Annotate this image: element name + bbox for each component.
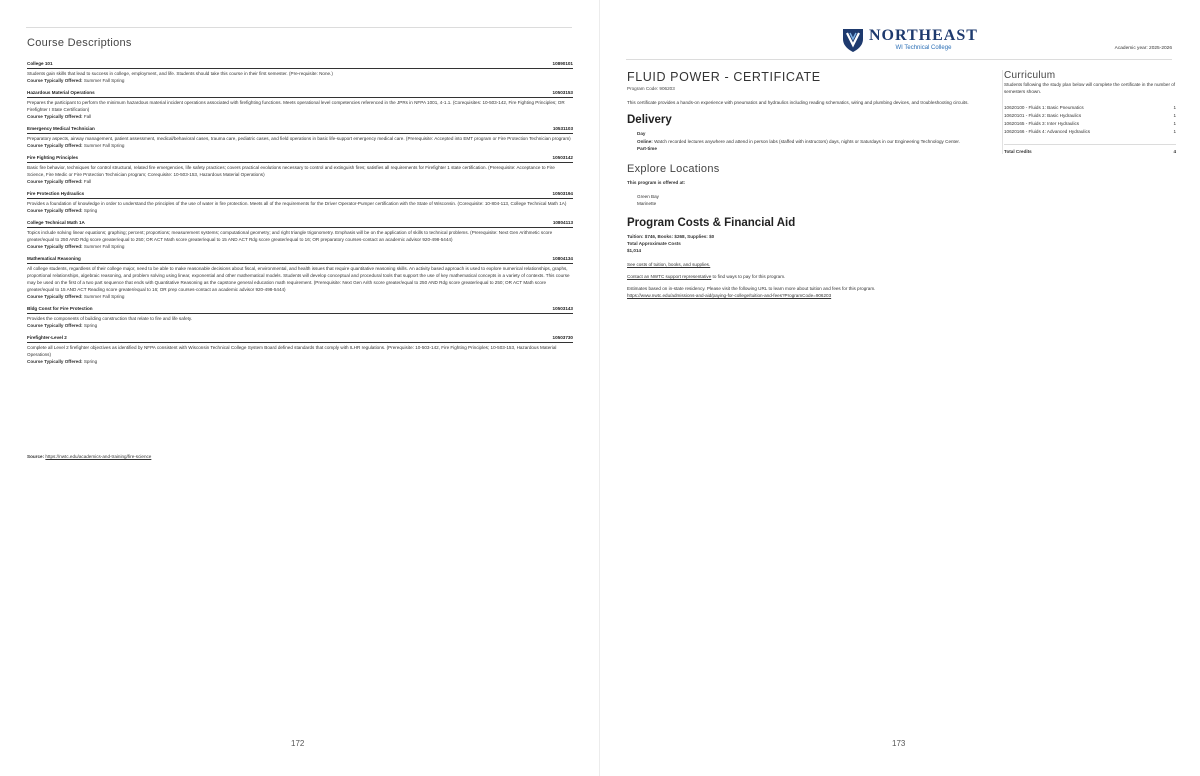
delivery-online-text: Watch recorded lectures anywhere and attend in person labs (staffed with instructors) days, nights or Saturdays in our Engineering Technology Center. [654, 138, 960, 144]
program-code: Program Code: 906203 [627, 86, 675, 91]
course-offered-value: Summer Fall Spring [83, 243, 125, 249]
course-entry [27, 155, 573, 185]
source-link[interactable]: https://nwtc.edu/academics-and-training/fire-science [45, 454, 152, 459]
curriculum-course: 10620166 - Fluids 4: Advanced Hydraulics [1004, 129, 1091, 134]
course-entry [27, 256, 573, 300]
curriculum-course: 10620100 - Fluids 1: Basic Pneumatics [1004, 105, 1084, 110]
course-description: Provides the components of building construction that relate to fire and life safety. [27, 315, 193, 321]
course-list [27, 61, 573, 371]
page-number: 172 [291, 739, 305, 748]
curriculum-row [1004, 128, 1176, 136]
costs-heading: Program Costs & Financial Aid [627, 216, 796, 229]
location-item: Marinette [637, 201, 657, 206]
course-header [27, 155, 573, 163]
delivery-heading: Delivery [627, 114, 672, 126]
page-number: 173 [892, 739, 906, 748]
locations-list [637, 193, 972, 208]
course-entry [27, 220, 573, 250]
curriculum-divider [1004, 144, 1176, 145]
program-description: This certificate provides a hands-on experience with pneumatics and hydraulics including reading schematics, wiring and plumbing devices, and troubleshooting circuits. [627, 100, 969, 105]
program-main [627, 70, 972, 299]
course-offered-label: Course Typically Offered: [27, 322, 83, 328]
college-logo [841, 27, 978, 53]
course-offered-label: Course Typically Offered: [27, 243, 83, 249]
course-entry [27, 306, 573, 329]
course-header [27, 256, 573, 264]
course-description: Topics include solving linear equations; graphing; percent; proportions; measurement systems; computational geometry; and right triangle trigonometry. Emphasis will be on the application of skills to technical problems. (Prerequisite: Next Gen Arithmetic score greater/equal to 250 AND Rdg score greater/equal to 250; OR ACT Math score greater/equal to 15 AND ACT Rdg score greater/equal to 16; OR preparatory courses-contact an academic advisor 920-498-5444) [27, 229, 553, 242]
course-entry [27, 90, 573, 120]
course-header [27, 220, 573, 228]
shield-icon [841, 27, 865, 53]
brand-subtitle: WI Technical College [895, 45, 952, 51]
course-name: College 101 [27, 61, 53, 66]
course-offered [27, 322, 573, 329]
course-entry [27, 61, 573, 84]
course-code: 10890101 [552, 61, 573, 66]
course-description: Complete all Level 2 firefighter objectives as identified by NFPA consistent with Wisconsin Technical College System Board defined standards that comply with ILHR regulations. (Prerequisite: 10-503-142, Fire Fighting Principles; 10-503-153, Hazardous Material Operations) [27, 344, 557, 357]
costs-total: $1,014 [627, 247, 642, 253]
costs-breakdown: Tuition: $746, Books: $268, Supplies: $0 [627, 233, 715, 239]
curriculum-course: 10620101 - Fluids 2: Basic Hydraulics [1004, 113, 1082, 118]
course-offered [27, 243, 573, 250]
curriculum-credits: 1 [1173, 121, 1176, 126]
top-divider [26, 27, 572, 28]
right-page [600, 0, 1200, 776]
course-name: College Technical Math 1A [27, 220, 85, 225]
curriculum-description: Students following the study plan below will complete the certificate in the number of semesters shown. [1004, 82, 1176, 94]
course-code: 10503153 [552, 90, 573, 95]
course-name: Emergency Medical Technician [27, 126, 95, 131]
academic-year: Academic year: 2025-2026 [1114, 46, 1172, 51]
location-item: Green Bay [637, 193, 659, 199]
curriculum-panel [1002, 70, 1176, 154]
course-name: Firefighter-Level 2 [27, 335, 67, 340]
course-header [27, 191, 573, 199]
course-code: 10804113 [552, 220, 573, 225]
curriculum-credits: 1 [1173, 129, 1176, 134]
program-title: FLUID POWER - CERTIFICATE [627, 70, 821, 84]
header-divider [626, 59, 1172, 60]
course-offered-value: Spring [83, 322, 98, 328]
course-description: Preparatory aspects, airway management, patient assessment, medical/behavioral cases, trauma care, pediatric cases, and field operations in basic life-support emergency medical care. (Prerequisite: Accepted into EMT program or Fire Protection Technician program) [27, 135, 571, 141]
course-description: Prepares the participant to perform the minimum hazardous material incident operations associated with firefighting functions. Meets operational level competencies referenced in the JPRs in NFPA 1001, 4-1.1. (Corequisites: 10-503-142, Fire Fighting Principles; OR Firefighter I State Certification) [27, 99, 565, 112]
course-description: Basic fire behavior, techniques for control structural, related fire emergencies, life safety practices; covers practical evolutions necessary to control and extinguish fires; satisfies all requirements for Firefighter 1 state certification. (Prerequisite: Acceptance to Fire Science, Fire Medic or Fire Protection Technician program; Corequisite: 10-503-153, Hazardous Material Operations) [27, 164, 555, 177]
course-offered [27, 293, 573, 300]
course-offered [27, 142, 573, 149]
course-offered-label: Course Typically Offered: [27, 77, 83, 83]
course-header [27, 335, 573, 343]
brand-name: NORTHEAST [869, 27, 978, 44]
total-credits-value: 4 [1173, 149, 1176, 154]
course-description: Provides a foundation of knowledge in order to understand the principles of the use of water in fire protection. Meets all of the requirements for the Driver Operator-Pumper certification with the State of Wisconsin. (Corequisite: 10-804-113, College Technical Math 1A) [27, 200, 567, 206]
course-entry [27, 335, 573, 365]
course-offered-label: Course Typically Offered: [27, 358, 83, 364]
curriculum-table [1004, 104, 1176, 136]
course-description: Students gain skills that lead to success in college, employment, and life. Students should take this course in their first semester. (Pre-requisite: None.) [27, 70, 333, 76]
course-header [27, 61, 573, 69]
delivery-list [637, 130, 972, 153]
course-offered [27, 178, 573, 185]
course-offered [27, 358, 573, 365]
course-code: 10503143 [552, 306, 573, 311]
course-name: Hazardous Material Operations [27, 90, 95, 95]
course-offered [27, 77, 573, 84]
course-offered-value: Spring [83, 358, 98, 364]
see-costs-link[interactable]: See costs of tuition, books, and supplies. [627, 261, 711, 267]
course-offered-label: Course Typically Offered: [27, 293, 83, 299]
course-offered [27, 207, 573, 214]
course-offered-value: Spring [83, 207, 98, 213]
delivery-day: Day [637, 131, 646, 136]
source-label: Source: [27, 454, 45, 459]
course-header [27, 306, 573, 314]
course-header [27, 90, 573, 98]
course-code: 10503142 [552, 155, 573, 160]
course-entry [27, 191, 573, 214]
curriculum-credits: 1 [1173, 113, 1176, 118]
course-offered [27, 113, 573, 120]
course-offered-label: Course Typically Offered: [27, 178, 83, 184]
course-header [27, 126, 573, 134]
course-offered-value: Summer Fall Spring [83, 77, 125, 83]
course-offered-label: Course Typically Offered: [27, 142, 83, 148]
course-code: 10503194 [552, 191, 573, 196]
course-code: 10503730 [552, 335, 573, 340]
course-offered-value: Fall [83, 178, 92, 184]
costs-total-label: Total Approximate Costs [627, 240, 681, 246]
course-name: Bldg Const for Fire Protection [27, 306, 93, 311]
page-title: Course Descriptions [27, 37, 132, 49]
course-code: 10531103 [552, 126, 573, 131]
delivery-parttime: Part-time [637, 146, 657, 151]
curriculum-total-row [1004, 149, 1176, 154]
tuition-url-link[interactable]: https://www.nwtc.edu/admissions-and-aid/paying-for-college/tuition-and-fees?ProgramCode=906203 [627, 292, 832, 298]
locations-heading: Explore Locations [627, 162, 720, 175]
curriculum-row [1004, 112, 1176, 120]
locations-intro: This program is offered at: [627, 179, 686, 185]
curriculum-course: 10620165 - Fluids 3: Inter Hydraulics [1004, 121, 1080, 126]
curriculum-row [1004, 120, 1176, 128]
curriculum-row [1004, 104, 1176, 112]
course-offered-value: Summer Fall Spring [83, 293, 125, 299]
total-credits-label: Total Credits [1004, 149, 1032, 154]
course-name: Fire Protection Hydraulics [27, 191, 85, 196]
course-description: All college students, regardless of their college major, need to be able to make reasonable decisions about fiscal, environmental, and health issues that require quantitative reasoning skills. An activity based approach is used to explore numerical relationships, graphs, proportional relationships, algebraic reasoning, and problem solving using linear, exponential and other mathematical models. Students will develop conceptual and procedural tools that support the use of key mathematical concepts in a variety of contexts. This course may be used on the first of a two part sequence that ends with Quantitative Reasoning as the capstone general education math requirement. (Prerequisite: Next Gen Arith score greater/equal to 250 AND Rdg score greater/equal to 250; OR ACT Math score greater/equal to 15 AND ACT Reading score greater/equal to 16; OR prep courses-contact an academic advisor 920-498-5444) [27, 265, 570, 292]
course-name: Fire Fighting Principles [27, 155, 79, 160]
source-line [27, 454, 151, 459]
course-offered-value: Summer Fall Spring [83, 142, 125, 148]
curriculum-credits: 1 [1173, 105, 1176, 110]
course-offered-label: Course Typically Offered: [27, 207, 83, 213]
estimates-text: Estimates based on in-state residency. Please visit the following URL to learn more about tuition and fees for this program. [627, 285, 876, 291]
delivery-online-label: Online: [637, 138, 653, 144]
course-entry [27, 126, 573, 149]
contact-text: to find ways to pay for this program. [711, 273, 786, 279]
course-name: Mathematical Reasoning [27, 256, 81, 261]
course-offered-label: Course Typically Offered: [27, 113, 83, 119]
contact-link[interactable]: Contact an NWTC support representative [627, 273, 712, 279]
course-code: 10804134 [552, 256, 573, 261]
course-offered-value: Fall [83, 113, 92, 119]
curriculum-heading: Curriculum [1004, 70, 1056, 81]
